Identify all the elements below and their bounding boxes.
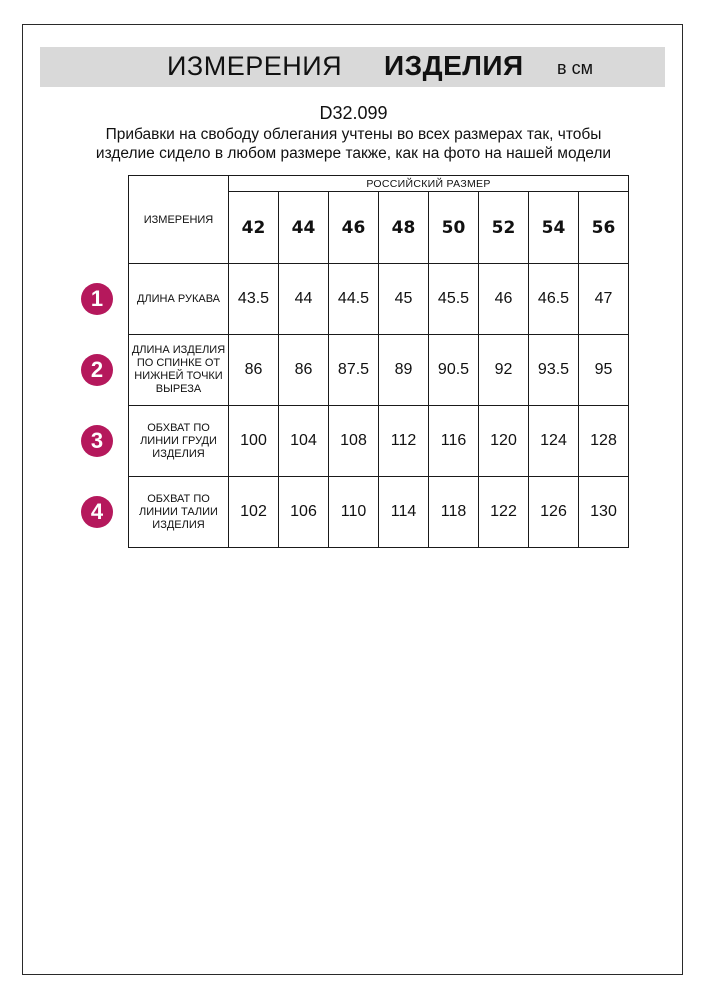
table-cell: 116 xyxy=(429,406,479,477)
row-label-waist-girth: ОБХВАТ ПО ЛИНИИ ТАЛИИ ИЗДЕЛИЯ xyxy=(129,477,229,548)
fit-note xyxy=(0,125,707,163)
table-cell: 122 xyxy=(479,477,529,548)
row-number-badge: 2 xyxy=(81,354,113,386)
table-cell: 130 xyxy=(579,477,629,548)
table-cell: 112 xyxy=(379,406,429,477)
title-garment: ИЗДЕЛИЯ xyxy=(384,50,524,81)
table-cell: 46.5 xyxy=(529,264,579,335)
row-number-badge: 1 xyxy=(81,283,113,315)
size-header: 52 xyxy=(479,192,529,264)
table-cell: 44.5 xyxy=(329,264,379,335)
row-label-chest-girth: ОБХВАТ ПО ЛИНИИ ГРУДИ ИЗДЕЛИЯ xyxy=(129,406,229,477)
table-cell: 92 xyxy=(479,335,529,406)
table-cell: 45 xyxy=(379,264,429,335)
table-cell: 108 xyxy=(329,406,379,477)
row-label-sleeve-length: ДЛИНА РУКАВА xyxy=(129,264,229,335)
size-header: 44 xyxy=(279,192,329,264)
table-cell: 106 xyxy=(279,477,329,548)
title-unit: в см xyxy=(557,58,593,78)
table-cell: 89 xyxy=(379,335,429,406)
measurements-header: ИЗМЕРЕНИЯ xyxy=(129,176,229,264)
table-row xyxy=(129,406,629,477)
table-row xyxy=(129,477,629,548)
row-label-back-length: ДЛИНА ИЗДЕЛИЯ ПО СПИНКЕ ОТ НИЖНЕЙ ТОЧКИ ВЫРЕЗА xyxy=(129,335,229,406)
table-cell: 128 xyxy=(579,406,629,477)
table-row xyxy=(129,335,629,406)
size-header: 50 xyxy=(429,192,479,264)
row-number-badge: 3 xyxy=(81,425,113,457)
table-cell: 93.5 xyxy=(529,335,579,406)
row-number-badge: 4 xyxy=(81,496,113,528)
table-cell: 47 xyxy=(579,264,629,335)
title-measurements: ИЗМЕРЕНИЯ xyxy=(167,51,343,81)
table-cell: 90.5 xyxy=(429,335,479,406)
table-header-row xyxy=(129,176,629,192)
size-header: 42 xyxy=(229,192,279,264)
size-header: 54 xyxy=(529,192,579,264)
article-number: D32.099 xyxy=(319,103,388,123)
table-cell: 110 xyxy=(329,477,379,548)
table-cell: 124 xyxy=(529,406,579,477)
fit-note-line-2: изделие сидело в любом размере также, как на фото на нашей модели xyxy=(95,145,612,162)
table-cell: 126 xyxy=(529,477,579,548)
table-cell: 95 xyxy=(579,335,629,406)
table-cell: 45.5 xyxy=(429,264,479,335)
table-cell: 43.5 xyxy=(229,264,279,335)
size-header: 46 xyxy=(329,192,379,264)
table-cell: 100 xyxy=(229,406,279,477)
fit-note-line-1: Прибавки на свободу облегания учтены во всех размерах так, чтобы xyxy=(105,126,602,143)
title-banner xyxy=(40,47,665,87)
size-table xyxy=(128,175,629,548)
size-header: 48 xyxy=(379,192,429,264)
table-row xyxy=(129,264,629,335)
table-cell: 86 xyxy=(279,335,329,406)
table-cell: 44 xyxy=(279,264,329,335)
table-cell: 104 xyxy=(279,406,329,477)
table-cell: 87.5 xyxy=(329,335,379,406)
table-cell: 118 xyxy=(429,477,479,548)
table-cell: 114 xyxy=(379,477,429,548)
size-header: 56 xyxy=(579,192,629,264)
table-cell: 46 xyxy=(479,264,529,335)
table-cell: 86 xyxy=(229,335,279,406)
table-cell: 120 xyxy=(479,406,529,477)
russian-size-header: РОССИЙСКИЙ РАЗМЕР xyxy=(229,176,629,192)
table-cell: 102 xyxy=(229,477,279,548)
